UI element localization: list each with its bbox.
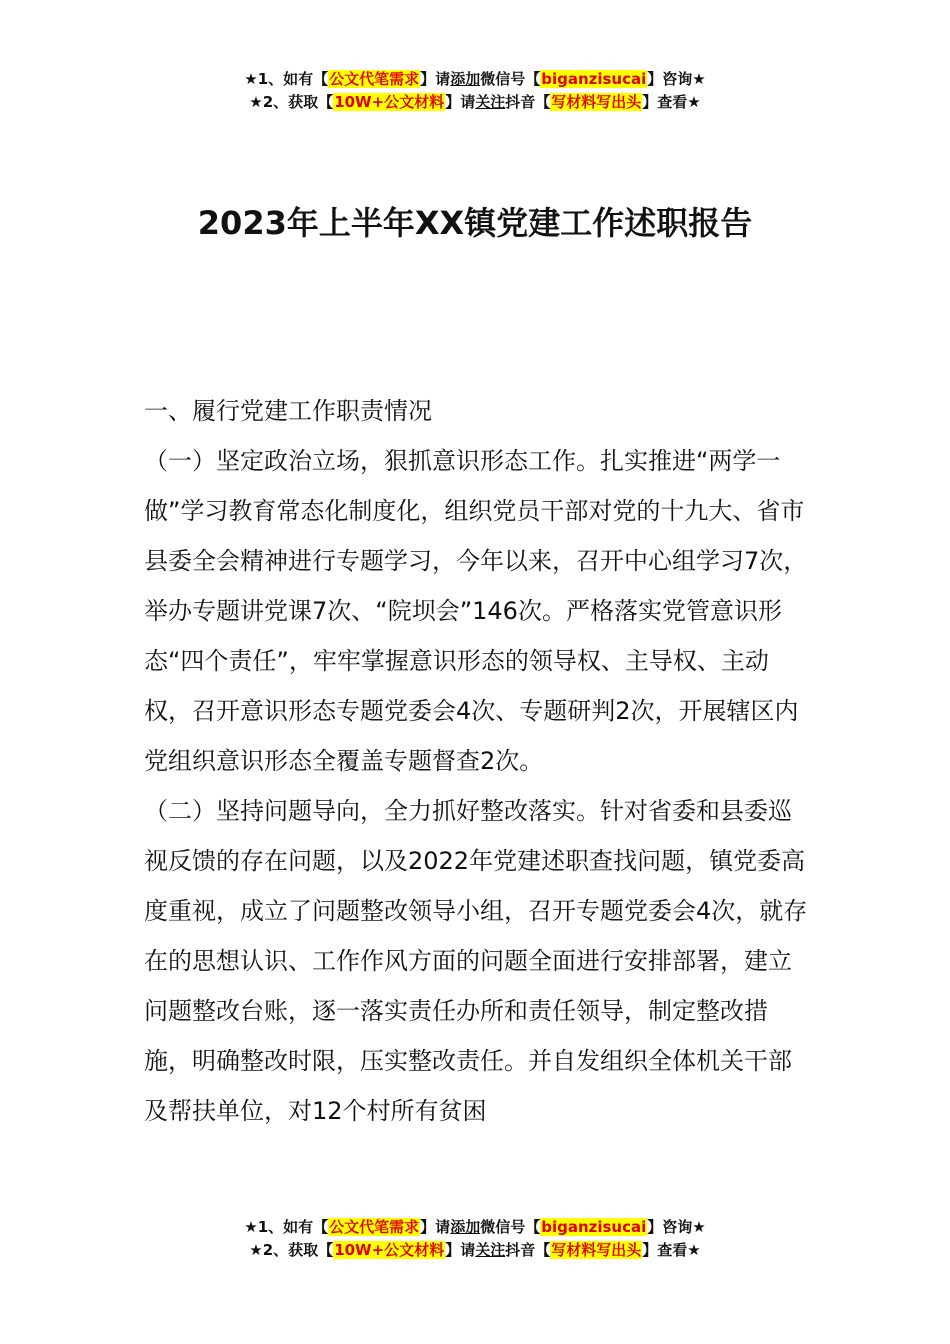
body-paragraph-2: （二）坚持问题导向，全力抓好整改落实。针对省委和县委巡视反馈的存在问题，以及2022年党建述职查找问题，镇党委高度重视，成立了问题整改领导小组，召开专题党委会4次，就存在的思想认识、工作作风方面的问题全面进行安排部署，建立问题整改台账，逐一落实责任办所和责任领导，制定整改措施，明确整改时限，压实整改责任。并自发组织全体机关干部及帮扶单位，对12个村所有贫困: [144, 797, 808, 1125]
document-title: 2023年上半年XX镇党建工作述职报告: [197, 204, 753, 242]
promo-text: 】请: [420, 1218, 451, 1236]
promo-text: ★1、如有【: [244, 1218, 329, 1236]
promo-text: 微信号【: [480, 70, 541, 88]
promo-text: ★2、获取【: [249, 93, 334, 111]
promo-text: 】咨询★: [647, 70, 706, 88]
header-promo-line-2: [0, 91, 950, 114]
promo-underlined: 添加: [450, 70, 481, 88]
promo-wechat-id: biganzisucai: [541, 1218, 647, 1236]
header-promo-line-1: [0, 68, 950, 91]
promo-douyin-id: 写材料写出头: [551, 1241, 642, 1259]
promo-highlight: 10W+公文材料: [334, 1241, 445, 1259]
footer-promo-line-2: [0, 1239, 950, 1262]
promo-highlight: 10W+公文材料: [334, 93, 445, 111]
body-paragraph-1: （一）坚定政治立场，狠抓意识形态工作。扎实推进“两学一做”学习教育常态化制度化，组织党员干部对党的十九大、省市县委全会精神进行专题学习，今年以来，召开中心组学习7次，举办专题讲党课7次、“院坝会”146次。严格落实党管意识形态“四个责任”，牢牢掌握意识形态的领导权、主导权、主动权，召开意识形态专题党委会4次、专题研判2次，开展辖区内党组织意识形态全覆盖专题督查2次。: [144, 447, 808, 775]
footer-promo-line-1: [0, 1216, 950, 1239]
promo-text: 】请: [420, 70, 451, 88]
header-promo: [0, 68, 950, 114]
promo-underlined: 关注: [475, 93, 506, 111]
promo-text: 】请: [445, 1241, 476, 1259]
promo-underlined: 添加: [450, 1218, 481, 1236]
promo-text: ★2、获取【: [249, 1241, 334, 1259]
promo-highlight: 公文代笔需求: [329, 70, 420, 88]
document-body: [144, 386, 812, 1136]
promo-text: 】请: [445, 93, 476, 111]
promo-text: 】查看★: [642, 1241, 701, 1259]
promo-text: 】查看★: [642, 93, 701, 111]
promo-text: 微信号【: [480, 1218, 541, 1236]
promo-text: 】咨询★: [647, 1218, 706, 1236]
promo-text: 抖音【: [505, 1241, 551, 1259]
section-heading: 一、履行党建工作职责情况: [144, 397, 432, 425]
promo-douyin-id: 写材料写出头: [551, 93, 642, 111]
promo-text: 抖音【: [505, 93, 551, 111]
promo-underlined: 关注: [475, 1241, 506, 1259]
promo-text: ★1、如有【: [244, 70, 329, 88]
footer-promo: [0, 1216, 950, 1262]
promo-wechat-id: biganzisucai: [541, 70, 647, 88]
promo-highlight: 公文代笔需求: [329, 1218, 420, 1236]
